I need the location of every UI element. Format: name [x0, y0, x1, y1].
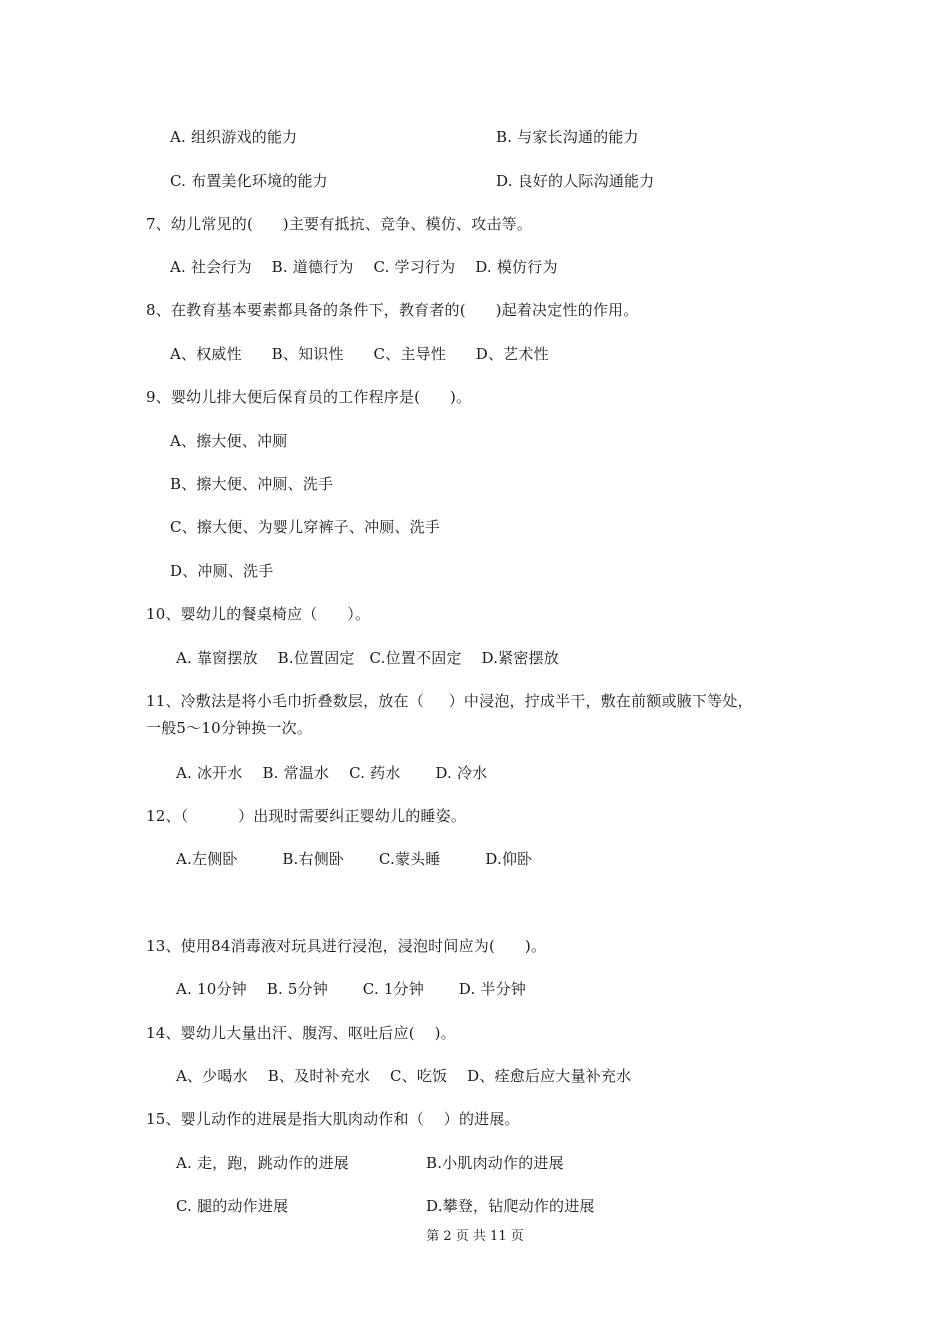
- option-b: B. 与家长沟通的能力: [496, 128, 639, 146]
- question-14-options: A、少喝水 B、及时补充水 C、吃饭 D、痊愈后应大量补充水: [176, 1067, 632, 1085]
- question-15-option-a: A. 走，跑，跳动作的进展: [176, 1154, 349, 1172]
- question-9-option-d: D、冲厕、洗手: [170, 562, 274, 580]
- question-11-options: A. 冰开水 B. 常温水 C. 药水 D. 冷水: [176, 764, 488, 782]
- question-15: 15、婴儿动作的进展是指大肌肉动作和（ ）的进展。: [146, 1110, 520, 1128]
- question-9-option-a: A、擦大便、冲厕: [170, 432, 288, 450]
- question-13-options: A. 10分钟 B. 5分钟 C. 1分钟 D. 半分钟: [176, 980, 527, 998]
- question-11-cont: 一般5～10分钟换一次。: [146, 719, 313, 737]
- question-10-options: A. 靠窗摆放 B.位置固定 C.位置不固定 D.紧密摆放: [176, 649, 559, 667]
- question-10: 10、婴幼儿的餐桌椅应（ ）。: [146, 605, 371, 623]
- question-13: 13、使用84消毒液对玩具进行浸泡，浸泡时间应为( )。: [146, 937, 547, 955]
- option-c: C. 布置美化环境的能力: [170, 172, 328, 190]
- page-footer: 第 2 页 共 11 页: [426, 1229, 524, 1244]
- question-12-options: A.左侧卧 B.右侧卧 C.蒙头睡 D.仰卧: [176, 850, 533, 868]
- question-9-option-c: C、擦大便、为婴儿穿裤子、冲厕、洗手: [170, 518, 441, 536]
- question-15-option-c: C. 腿的动作进展: [176, 1197, 289, 1215]
- question-12: 12、（ ）出现时需要纠正婴幼儿的睡姿。: [146, 807, 467, 825]
- option-a: A. 组织游戏的能力: [170, 128, 298, 146]
- question-9-option-b: B、擦大便、冲厕、洗手: [170, 475, 334, 493]
- option-d: D. 良好的人际沟通能力: [496, 172, 655, 190]
- question-11: 11、冷敷法是将小毛巾折叠数层，放在（ ）中浸泡，拧成半干，敷在前额或腋下等处，: [146, 692, 753, 710]
- question-8: 8、在教育基本要素都具备的条件下，教育者的( )起着决定性的作用。: [146, 301, 639, 319]
- question-15-option-d: D.攀登，钻爬动作的进展: [426, 1197, 595, 1215]
- question-14: 14、婴幼儿大量出汗、腹泻、呕吐后应( )。: [146, 1024, 456, 1042]
- question-15-option-b: B.小肌肉动作的进展: [426, 1154, 564, 1172]
- question-9: 9、婴幼儿排大便后保育员的工作程序是( )。: [146, 388, 472, 406]
- question-8-options: A、权威性 B、知识性 C、主导性 D、艺术性: [170, 345, 549, 363]
- question-7-options: A. 社会行为 B. 道德行为 C. 学习行为 D. 模仿行为: [170, 258, 558, 276]
- question-7: 7、幼儿常见的( )主要有抵抗、竞争、模仿、攻击等。: [146, 215, 533, 233]
